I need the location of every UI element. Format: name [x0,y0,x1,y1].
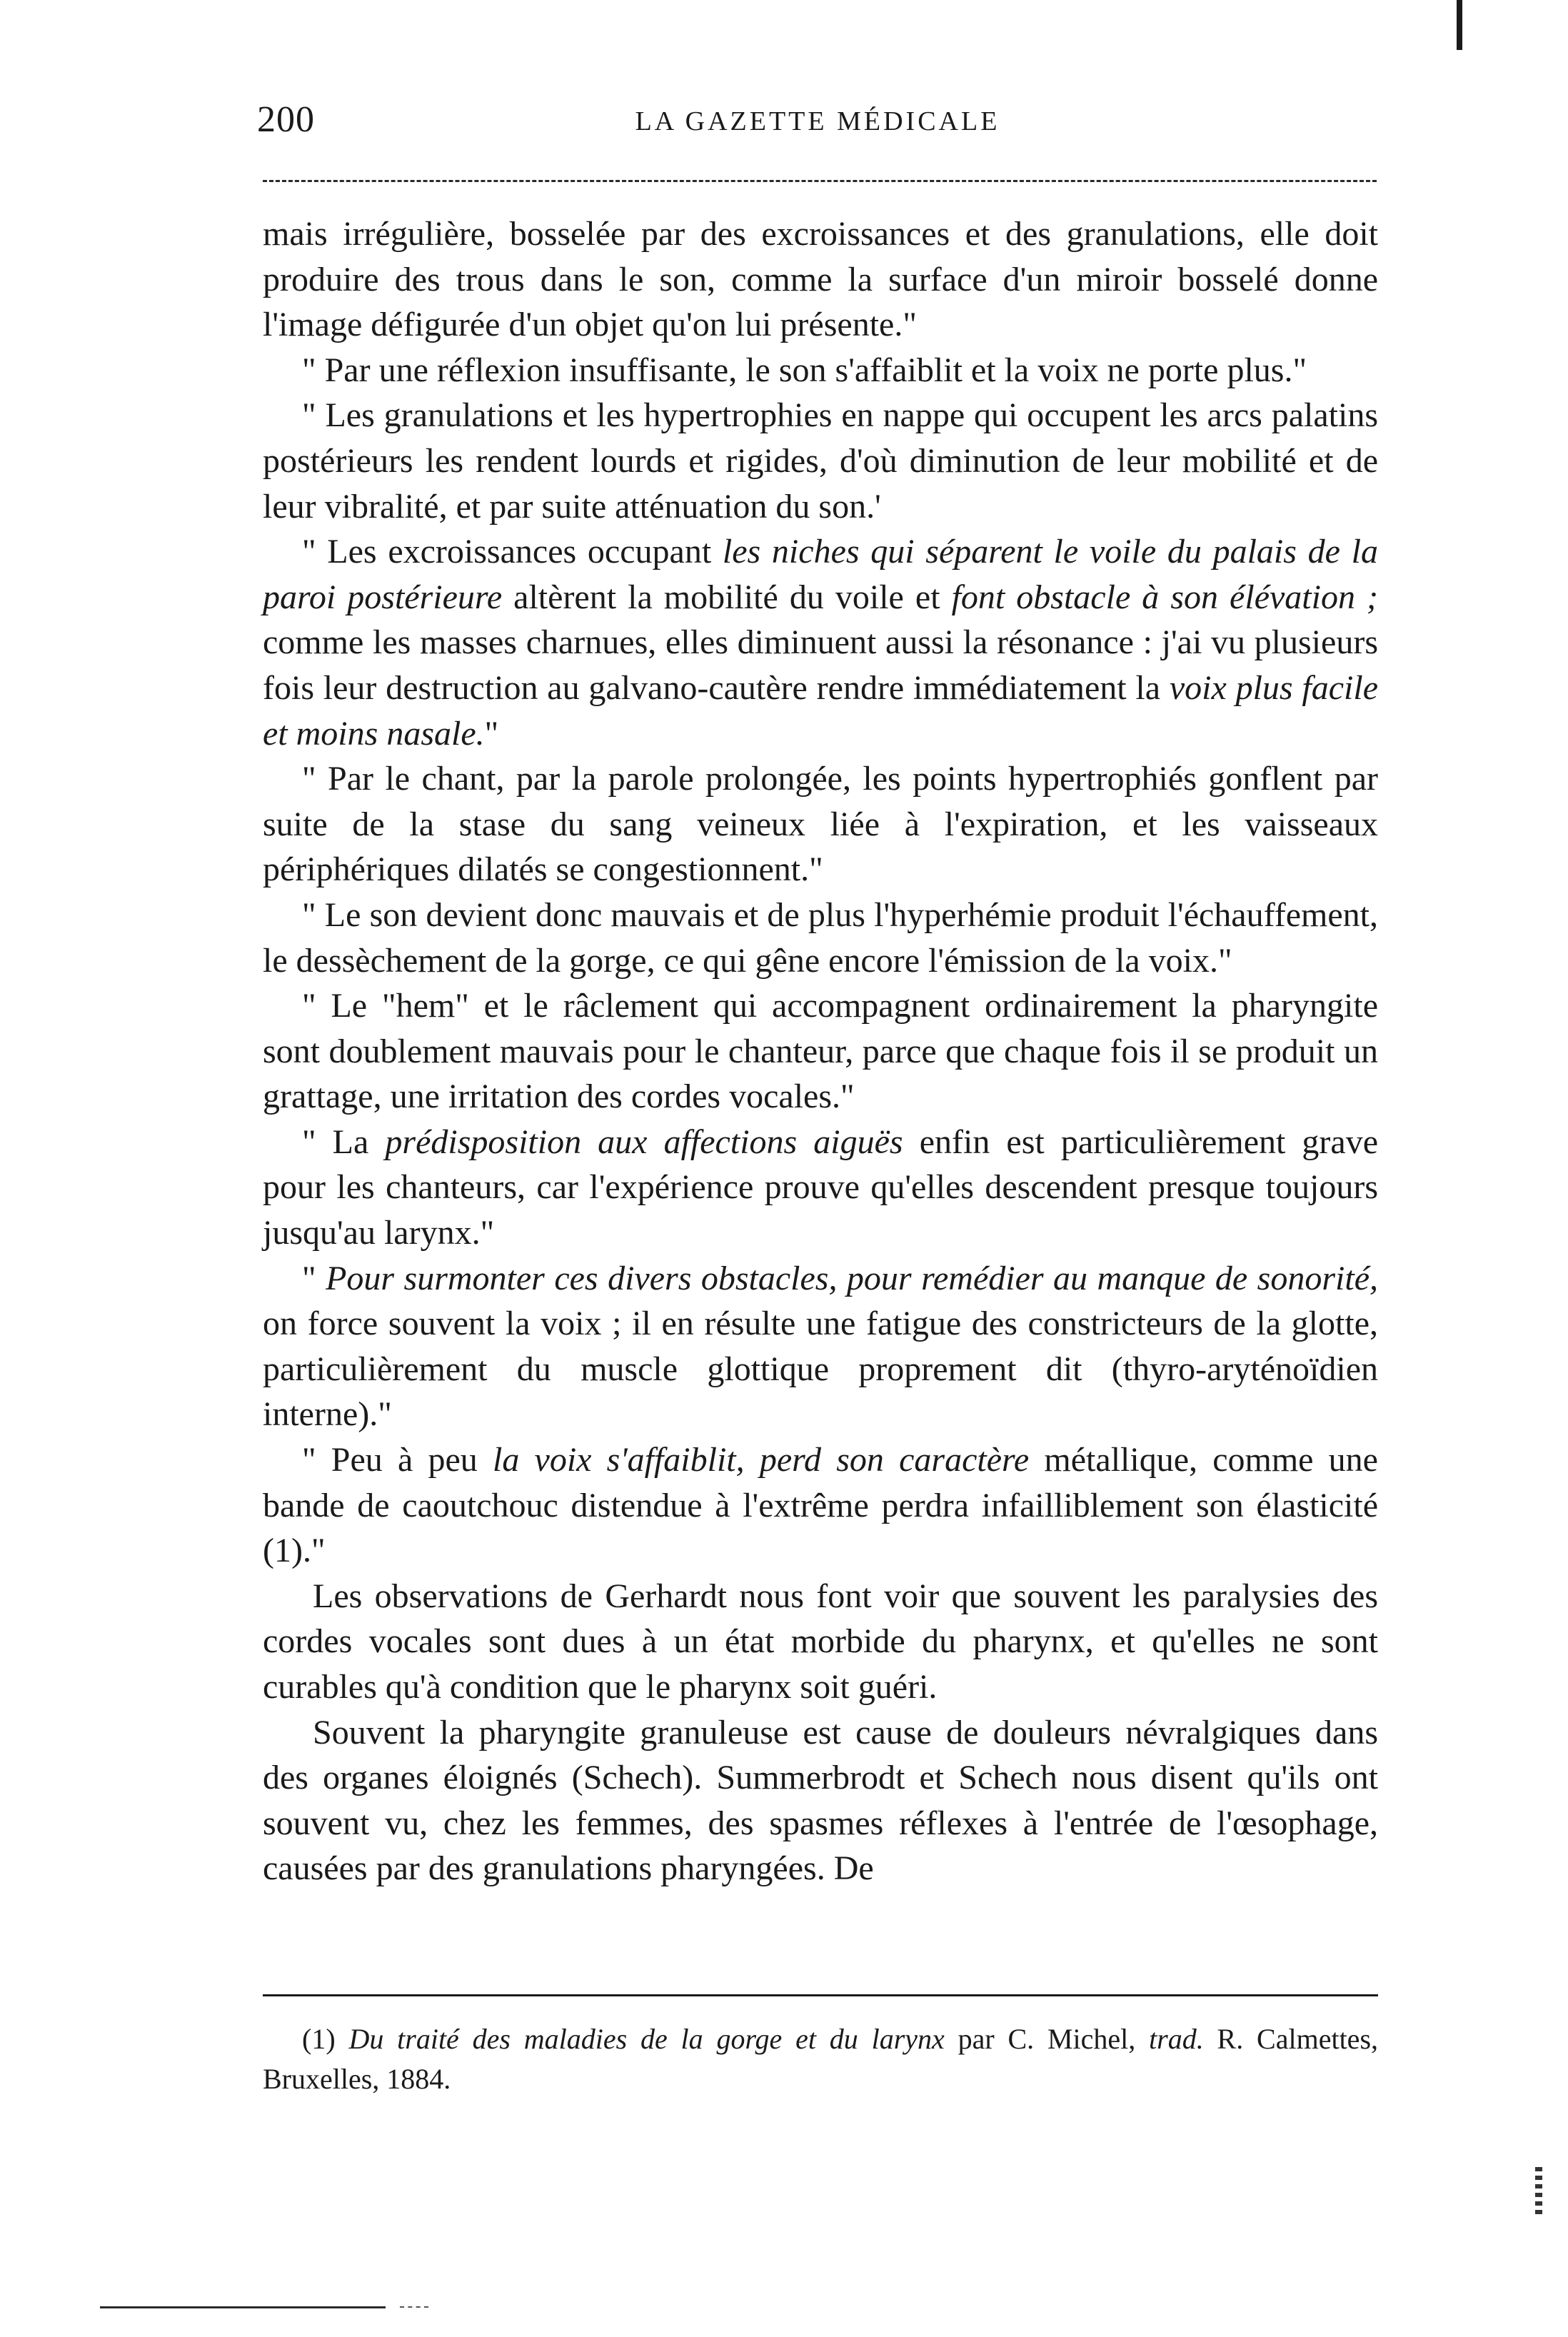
text-run: " [484,714,499,753]
text-run: par C. Michel, [944,2023,1150,2055]
paragraph [263,756,1378,893]
paragraph [263,211,1378,348]
italic-text: prédisposition aux affections aiguës [385,1122,903,1161]
paragraph [263,1437,1378,1574]
italic-text: les niches qui séparent le voile du palais de la paroi postérieure [263,533,1379,616]
scan-mark [1457,0,1462,50]
text-run: enfin est particulièrement grave pour les chanteurs, car l'expérience prouve qu'elles descendent presque toujours jusqu'au larynx." [263,1122,1379,1252]
text-run: " [302,1259,326,1297]
paragraph [263,348,1378,393]
italic-text: voix plus facile et moins nasale. [263,668,1379,753]
paragraph [263,1574,1378,1710]
text-run: (1) [302,2023,349,2055]
text-run: " Les excroissances occupant [302,533,723,571]
text-run: mais irrégulière, bosselée par des excroissances et des granulations, elle doit produire des trous dans le son, comme la surface d'un miroir bosselé donne l'image défigurée d'un objet qu'on lui présente." [263,215,1378,344]
text-run: " Par le chant, par la parole prolongée, les points hypertrophiés gonflent par suite de la stase du sang veineux liée à l'expiration, et les vaisseaux périphériques dilatés se congestionnent." [263,760,1378,889]
bottom-rule [100,2306,386,2308]
scan-speck [1535,2167,1542,2217]
text-run: " Par une réflexion insuffisante, le son s'affaiblit et la voix ne porte plus." [302,351,1307,389]
italic-text: Pour surmonter ces divers obstacles, pour remédier au manque de sonorité, [326,1259,1379,1297]
text-run: comme les masses charnues, elles diminuent aussi la résonance : j'ai vu plusieurs fois leur destruction au galvano-cautère rendre immédiatement la [263,623,1378,707]
text-run: " Le "hem" et le râclement qui accompagnent ordinairement la pharyngite sont doublement mauvais pour le chanteur, parce que chaque fois il se produit un grattage, une irritation des cordes vocales." [263,987,1378,1116]
text-run: Souvent la pharyngite granuleuse est cause de douleurs névralgiques dans des organes éloignés (Schech). Summerbrodt et Schech nous disent qu'ils ont souvent vu, chez les femmes, des spasmes réflexes à l'entrée de l'œsophage, causées par des granulations pharyngées. De [263,1713,1378,1888]
italic-text: Du traité des maladies de la gorge et du larynx [348,2023,945,2055]
text-run: métallique, comme une bande de caoutchouc distendue à l'extrême perdra infailliblement son élasticité (1)." [263,1441,1378,1570]
running-title: LA GAZETTE MÉDICALE [635,106,1000,136]
paragraph [263,893,1378,983]
text-run: " La [302,1122,386,1161]
page-number: 200 [257,99,315,140]
text-run: altèrent la mobilité du voile et [502,578,952,616]
paragraph [263,1256,1378,1437]
text-run: " Les granulations et les hypertrophies en nappe qui occupent les arcs palatins postérieurs les rendent lourds et rigides, d'où diminution de leur mobilité et de leur vibralité, et par suite atténuation du son.' [263,396,1378,526]
italic-text: trad. [1149,2023,1204,2055]
paragraph [263,1120,1378,1256]
header-divider [263,180,1377,182]
bottom-rule-dash [400,2306,428,2308]
page-header [257,99,1378,149]
text-run: on force souvent la voix ; il en résulte une fatigue des constricteurs de la glotte, particulièrement du muscle glottique proprement dit (thyro-aryténoïdien interne)." [263,1305,1378,1434]
italic-text: font obstacle à son élévation ; [951,578,1379,616]
paragraph [263,983,1378,1120]
text-run: R. Calmettes, Bruxelles, 1884. [263,2023,1379,2095]
text-run: Les observations de Gerhardt nous font voir que souvent les paralysies des cordes vocales sont dues à un état morbide du pharynx, et qu'elles ne sont curables qu'à condition que le pharynx soit guéri. [263,1577,1378,1706]
paragraph [263,1710,1378,1891]
text-run: " Le son devient donc mauvais et de plus l'hyperhémie produit l'échauffement, le dessèchement de la gorge, ce qui gêne encore l'émission de la voix." [263,895,1378,980]
body-text [263,211,1378,1891]
italic-text: la voix s'affaiblit, perd son caractère [492,1441,1030,1479]
paragraph [263,393,1378,529]
text-run: " Peu à peu [302,1441,493,1479]
footnote-divider [263,1994,1378,1996]
paragraph [263,529,1378,756]
footnote [263,2019,1378,2099]
